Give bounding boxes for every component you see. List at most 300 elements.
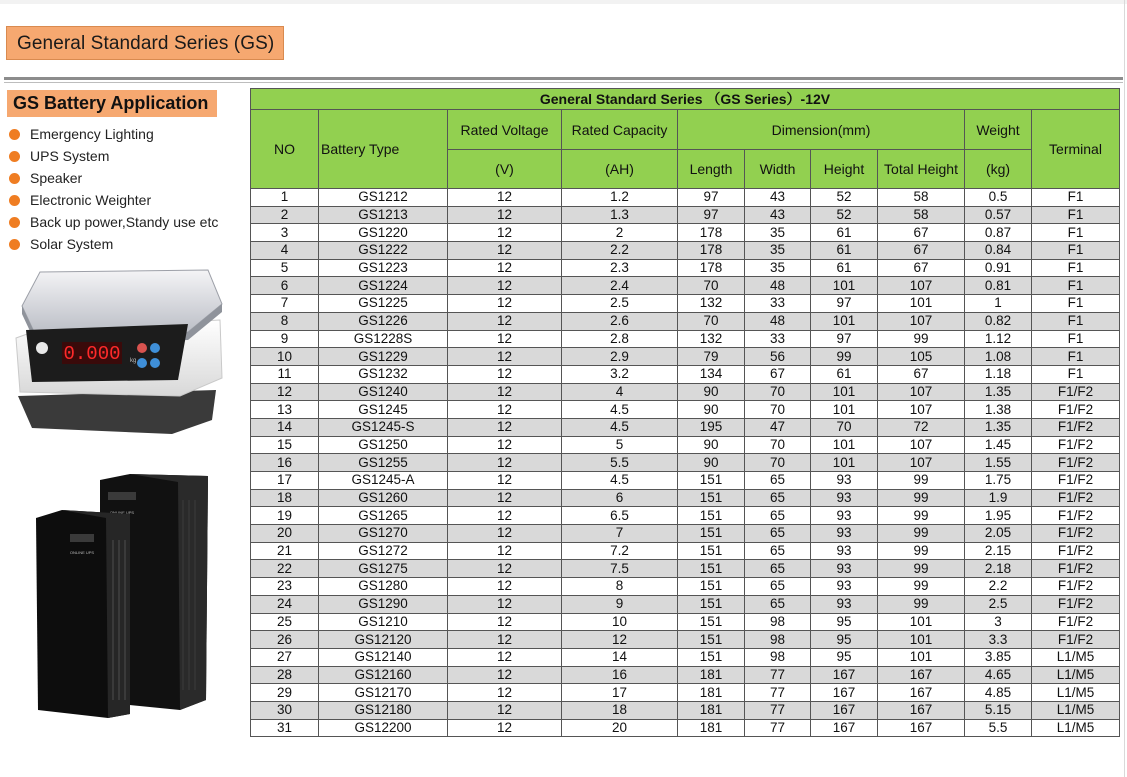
cell-terminal: F1 [1032,189,1120,207]
application-title: GS Battery Application [7,90,217,117]
header-weight-unit: (kg) [965,150,1032,189]
cell-no: 10 [251,348,319,366]
cell-no: 12 [251,383,319,401]
cell-no: 2 [251,206,319,224]
cell-length: 90 [678,436,745,454]
cell-total-height: 167 [878,701,965,719]
cell-height: 93 [811,595,878,613]
cell-weight: 3.3 [965,631,1032,649]
table-row [251,330,1120,348]
cell-width: 43 [745,206,811,224]
cell-total-height: 101 [878,631,965,649]
cell-total-height: 107 [878,277,965,295]
cell-rated-voltage: 12 [448,489,562,507]
cell-rated-capacity: 7 [562,525,678,543]
header-total-height: Total Height [878,150,965,189]
cell-battery-type: GS1224 [319,277,448,295]
cell-battery-type: GS1223 [319,259,448,277]
right-border [1124,0,1125,777]
weighing-scale-image [12,268,227,436]
cell-length: 151 [678,613,745,631]
table-row [251,666,1120,684]
cell-no: 23 [251,578,319,596]
cell-terminal: F1 [1032,206,1120,224]
cell-weight: 1.18 [965,365,1032,383]
cell-weight: 4.65 [965,666,1032,684]
cell-total-height: 58 [878,189,965,207]
cell-width: 98 [745,613,811,631]
cell-battery-type: GS1222 [319,242,448,260]
cell-rated-voltage: 12 [448,189,562,207]
cell-rated-capacity: 2.5 [562,295,678,313]
table-row [251,489,1120,507]
cell-no: 11 [251,365,319,383]
header-no: NO [251,110,319,189]
cell-terminal: F1 [1032,365,1120,383]
cell-weight: 3.85 [965,648,1032,666]
cell-total-height: 101 [878,648,965,666]
cell-rated-capacity: 8 [562,578,678,596]
cell-terminal: F1/F2 [1032,418,1120,436]
cell-height: 167 [811,684,878,702]
table-row [251,631,1120,649]
header-dimension: Dimension(mm) [678,110,965,150]
cell-weight: 2.18 [965,560,1032,578]
cell-no: 24 [251,595,319,613]
cell-battery-type: GS12120 [319,631,448,649]
cell-battery-type: GS1226 [319,312,448,330]
cell-battery-type: GS1260 [319,489,448,507]
cell-rated-voltage: 12 [448,295,562,313]
cell-width: 35 [745,259,811,277]
cell-length: 90 [678,401,745,419]
cell-rated-capacity: 2.3 [562,259,678,277]
cell-height: 93 [811,525,878,543]
cell-width: 35 [745,224,811,242]
table-row [251,525,1120,543]
cell-battery-type: GS1275 [319,560,448,578]
cell-terminal: F1 [1032,312,1120,330]
cell-height: 101 [811,383,878,401]
cell-rated-voltage: 12 [448,312,562,330]
cell-width: 77 [745,701,811,719]
bullet-icon [9,173,20,184]
cell-weight: 2.15 [965,542,1032,560]
cell-length: 151 [678,578,745,596]
cell-weight: 1.95 [965,507,1032,525]
header-capacity-unit: (AH) [562,150,678,189]
cell-rated-capacity: 4.5 [562,472,678,490]
cell-no: 19 [251,507,319,525]
cell-battery-type: GS12140 [319,648,448,666]
cell-battery-type: GS1245 [319,401,448,419]
cell-total-height: 167 [878,719,965,737]
cell-length: 195 [678,418,745,436]
cell-weight: 3 [965,613,1032,631]
cell-terminal: F1/F2 [1032,507,1120,525]
cell-weight: 1.35 [965,383,1032,401]
cell-battery-type: GS1265 [319,507,448,525]
cell-rated-voltage: 12 [448,259,562,277]
cell-no: 29 [251,684,319,702]
cell-terminal: F1/F2 [1032,383,1120,401]
bullet-icon [9,239,20,250]
cell-total-height: 99 [878,330,965,348]
cell-height: 93 [811,472,878,490]
cell-no: 1 [251,189,319,207]
cell-weight: 0.81 [965,277,1032,295]
cell-no: 15 [251,436,319,454]
cell-height: 167 [811,666,878,684]
table-row [251,348,1120,366]
cell-terminal: F1 [1032,224,1120,242]
cell-width: 77 [745,666,811,684]
cell-weight: 5.5 [965,719,1032,737]
cell-total-height: 67 [878,365,965,383]
cell-height: 99 [811,348,878,366]
cell-rated-capacity: 3.2 [562,365,678,383]
header-width: Width [745,150,811,189]
cell-no: 18 [251,489,319,507]
cell-rated-voltage: 12 [448,365,562,383]
cell-no: 4 [251,242,319,260]
cell-rated-capacity: 14 [562,648,678,666]
cell-total-height: 107 [878,436,965,454]
page-title: General Standard Series (GS) [6,26,284,60]
cell-battery-type: GS12200 [319,719,448,737]
cell-total-height: 72 [878,418,965,436]
cell-rated-capacity: 7.5 [562,560,678,578]
table-row [251,542,1120,560]
header-terminal: Terminal [1032,110,1120,189]
cell-height: 95 [811,613,878,631]
cell-terminal: F1 [1032,259,1120,277]
cell-height: 167 [811,701,878,719]
cell-rated-capacity: 2.6 [562,312,678,330]
cell-height: 70 [811,418,878,436]
cell-height: 95 [811,648,878,666]
cell-terminal: L1/M5 [1032,648,1120,666]
table-row [251,295,1120,313]
divider-thin [4,82,1123,83]
scale-display-readout: 0.000 [63,343,121,365]
cell-width: 56 [745,348,811,366]
cell-terminal: F1/F2 [1032,489,1120,507]
cell-terminal: F1/F2 [1032,525,1120,543]
cell-rated-capacity: 4.5 [562,401,678,419]
cell-rated-capacity: 17 [562,684,678,702]
cell-length: 151 [678,472,745,490]
cell-width: 67 [745,365,811,383]
bullet-icon [9,129,20,140]
cell-terminal: F1 [1032,242,1120,260]
application-item: Back up power,Standy use etc [9,211,218,233]
cell-rated-voltage: 12 [448,454,562,472]
cell-height: 93 [811,560,878,578]
cell-width: 70 [745,401,811,419]
cell-rated-voltage: 12 [448,206,562,224]
cell-terminal: L1/M5 [1032,666,1120,684]
cell-rated-capacity: 5.5 [562,454,678,472]
cell-terminal: F1/F2 [1032,401,1120,419]
cell-width: 48 [745,312,811,330]
cell-width: 65 [745,578,811,596]
cell-terminal: F1/F2 [1032,631,1120,649]
application-list [9,123,218,255]
cell-terminal: F1/F2 [1032,454,1120,472]
cell-terminal: F1 [1032,348,1120,366]
cell-total-height: 67 [878,242,965,260]
cell-height: 97 [811,295,878,313]
cell-length: 181 [678,719,745,737]
cell-weight: 0.91 [965,259,1032,277]
cell-width: 48 [745,277,811,295]
table-row [251,401,1120,419]
cell-length: 134 [678,365,745,383]
cell-battery-type: GS1290 [319,595,448,613]
cell-length: 151 [678,542,745,560]
cell-no: 6 [251,277,319,295]
cell-terminal: F1/F2 [1032,613,1120,631]
cell-length: 151 [678,507,745,525]
cell-battery-type: GS1250 [319,436,448,454]
cell-length: 97 [678,206,745,224]
cell-weight: 1 [965,295,1032,313]
cell-rated-voltage: 12 [448,542,562,560]
cell-rated-voltage: 12 [448,277,562,295]
table-row [251,312,1120,330]
cell-height: 101 [811,454,878,472]
cell-battery-type: GS1255 [319,454,448,472]
cell-no: 7 [251,295,319,313]
cell-width: 43 [745,189,811,207]
table-title: General Standard Series （GS Series）-12V [251,89,1120,110]
cell-battery-type: GS1229 [319,348,448,366]
cell-battery-type: GS1225 [319,295,448,313]
cell-total-height: 167 [878,666,965,684]
cell-weight: 2.2 [965,578,1032,596]
cell-length: 181 [678,684,745,702]
cell-height: 52 [811,206,878,224]
cell-no: 17 [251,472,319,490]
cell-height: 93 [811,507,878,525]
cell-length: 79 [678,348,745,366]
cell-terminal: L1/M5 [1032,719,1120,737]
cell-battery-type: GS12160 [319,666,448,684]
cell-weight: 2.05 [965,525,1032,543]
table-row [251,383,1120,401]
cell-battery-type: GS1270 [319,525,448,543]
ups-image [30,470,215,718]
cell-height: 61 [811,259,878,277]
cell-rated-capacity: 9 [562,595,678,613]
cell-weight: 0.82 [965,312,1032,330]
cell-rated-capacity: 5 [562,436,678,454]
cell-rated-capacity: 4 [562,383,678,401]
divider [4,77,1123,80]
cell-terminal: F1/F2 [1032,560,1120,578]
table-row [251,719,1120,737]
cell-height: 61 [811,365,878,383]
cell-width: 65 [745,489,811,507]
cell-terminal: F1/F2 [1032,578,1120,596]
cell-height: 101 [811,312,878,330]
cell-battery-type: GS1212 [319,189,448,207]
cell-weight: 4.85 [965,684,1032,702]
cell-length: 178 [678,224,745,242]
cell-no: 3 [251,224,319,242]
cell-width: 70 [745,436,811,454]
cell-total-height: 99 [878,507,965,525]
header-weight: Weight [965,110,1032,150]
cell-rated-voltage: 12 [448,472,562,490]
table-body [251,189,1120,737]
cell-total-height: 107 [878,401,965,419]
cell-total-height: 99 [878,578,965,596]
cell-rated-voltage: 12 [448,401,562,419]
table-row [251,454,1120,472]
cell-width: 65 [745,525,811,543]
cell-width: 65 [745,507,811,525]
cell-no: 30 [251,701,319,719]
table-row [251,224,1120,242]
cell-weight: 0.57 [965,206,1032,224]
table-row [251,507,1120,525]
cell-weight: 1.9 [965,489,1032,507]
cell-width: 98 [745,631,811,649]
cell-width: 65 [745,472,811,490]
cell-weight: 1.38 [965,401,1032,419]
cell-no: 13 [251,401,319,419]
cell-terminal: F1 [1032,295,1120,313]
cell-weight: 1.35 [965,418,1032,436]
cell-width: 65 [745,542,811,560]
table-row [251,701,1120,719]
cell-rated-voltage: 12 [448,560,562,578]
cell-battery-type: GS1213 [319,206,448,224]
cell-rated-voltage: 12 [448,348,562,366]
cell-length: 151 [678,489,745,507]
cell-rated-capacity: 6 [562,489,678,507]
cell-total-height: 99 [878,472,965,490]
header-height: Height [811,150,878,189]
table-row [251,684,1120,702]
cell-total-height: 107 [878,454,965,472]
cell-length: 178 [678,242,745,260]
cell-total-height: 67 [878,224,965,242]
cell-length: 132 [678,295,745,313]
cell-rated-capacity: 1.2 [562,189,678,207]
cell-rated-capacity: 7.2 [562,542,678,560]
cell-no: 25 [251,613,319,631]
table-row [251,613,1120,631]
cell-rated-capacity: 2.4 [562,277,678,295]
cell-height: 52 [811,189,878,207]
cell-width: 70 [745,383,811,401]
cell-height: 97 [811,330,878,348]
cell-battery-type: GS1280 [319,578,448,596]
application-item: Electronic Weighter [9,189,218,211]
cell-weight: 2.5 [965,595,1032,613]
cell-rated-voltage: 12 [448,418,562,436]
cell-weight: 0.5 [965,189,1032,207]
cell-battery-type: GS1245-A [319,472,448,490]
cell-battery-type: GS1220 [319,224,448,242]
cell-no: 16 [251,454,319,472]
cell-width: 98 [745,648,811,666]
header-rated-voltage: Rated Voltage [448,110,562,150]
cell-weight: 0.84 [965,242,1032,260]
cell-width: 35 [745,242,811,260]
table-row [251,560,1120,578]
table-row [251,595,1120,613]
cell-length: 181 [678,666,745,684]
cell-rated-voltage: 12 [448,631,562,649]
table-row [251,206,1120,224]
cell-rated-capacity: 10 [562,613,678,631]
cell-weight: 1.08 [965,348,1032,366]
cell-battery-type: GS1232 [319,365,448,383]
application-item: Solar System [9,233,218,255]
cell-rated-voltage: 12 [448,330,562,348]
cell-width: 65 [745,560,811,578]
cell-terminal: F1/F2 [1032,436,1120,454]
cell-no: 5 [251,259,319,277]
cell-no: 31 [251,719,319,737]
cell-total-height: 101 [878,295,965,313]
cell-length: 90 [678,383,745,401]
cell-rated-voltage: 12 [448,507,562,525]
application-item: Speaker [9,167,218,189]
cell-battery-type: GS1245-S [319,418,448,436]
cell-rated-capacity: 18 [562,701,678,719]
cell-battery-type: GS1240 [319,383,448,401]
cell-rated-voltage: 12 [448,383,562,401]
cell-no: 20 [251,525,319,543]
table-row [251,436,1120,454]
cell-rated-voltage: 12 [448,578,562,596]
cell-no: 22 [251,560,319,578]
cell-total-height: 99 [878,489,965,507]
cell-height: 95 [811,631,878,649]
cell-length: 151 [678,525,745,543]
cell-length: 151 [678,648,745,666]
bullet-icon [9,217,20,228]
cell-total-height: 105 [878,348,965,366]
cell-total-height: 167 [878,684,965,702]
cell-terminal: F1/F2 [1032,542,1120,560]
cell-total-height: 101 [878,613,965,631]
cell-terminal: F1/F2 [1032,595,1120,613]
cell-terminal: L1/M5 [1032,684,1120,702]
bullet-icon [9,195,20,206]
cell-rated-capacity: 4.5 [562,418,678,436]
cell-rated-voltage: 12 [448,719,562,737]
cell-total-height: 107 [878,383,965,401]
table-row [251,648,1120,666]
cell-battery-type: GS1272 [319,542,448,560]
cell-rated-capacity: 2 [562,224,678,242]
cell-width: 65 [745,595,811,613]
table-row [251,365,1120,383]
cell-length: 151 [678,560,745,578]
cell-height: 61 [811,224,878,242]
cell-rated-voltage: 12 [448,436,562,454]
top-strip [0,0,1127,4]
cell-total-height: 107 [878,312,965,330]
cell-length: 97 [678,189,745,207]
cell-total-height: 58 [878,206,965,224]
